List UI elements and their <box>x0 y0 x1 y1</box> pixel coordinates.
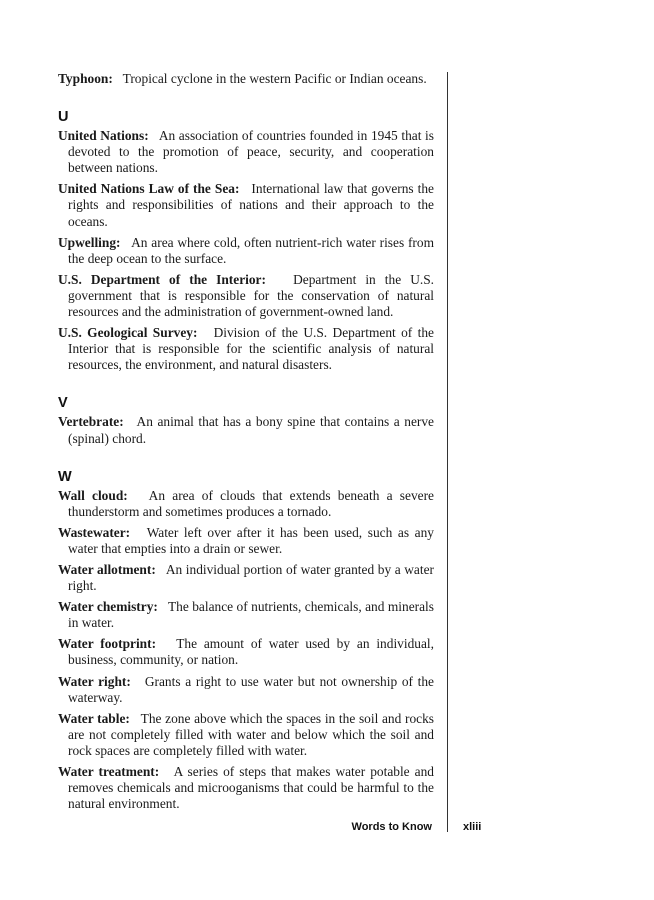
entry-term: Upwelling: <box>58 234 121 250</box>
entry-definition: International law that governs the rights and responsibilities of nations and their approach to the oceans. <box>68 181 434 229</box>
entry-term: U.S. Geological Survey: <box>58 325 198 341</box>
footer-section-label: Words to Know <box>351 821 432 833</box>
section-letter-heading: U <box>58 109 69 126</box>
page-number: xliii <box>463 821 482 833</box>
entry-definition: An association of countries founded in 1945 that is devoted to the promotion of peace, security, and cooperation between nations. <box>68 128 434 176</box>
entry-term: Water chemistry: <box>58 599 158 615</box>
glossary-entry <box>58 599 434 631</box>
glossary-entry <box>58 272 434 320</box>
entry-definition: An area where cold, often nutrient-rich water rises from the deep ocean to the surface. <box>68 234 434 266</box>
entry-term: United Nations: <box>58 128 149 144</box>
entry-definition: An animal that has a bony spine that contains a nerve (spinal) chord. <box>68 414 434 446</box>
glossary-sections <box>58 109 434 812</box>
entry-term: United Nations Law of the Sea: <box>58 181 240 197</box>
glossary-entry <box>58 711 434 759</box>
entry-definition: The zone above which the spaces in the soil and rocks are not completely filled with water and below which the soil and rock spaces are completely filled with water. <box>68 710 434 758</box>
glossary-entry <box>58 181 434 229</box>
entry-definition: An area of clouds that extends beneath a severe thunderstorm and sometimes produces a tornado. <box>68 487 434 519</box>
glossary-content <box>58 71 434 817</box>
section-letter-heading: W <box>58 468 72 485</box>
entry-definition: Tropical cyclone in the western Pacific or Indian oceans. <box>122 71 427 86</box>
glossary-entry <box>58 414 434 446</box>
entry-definition: Grants a right to use water but not ownership of the waterway. <box>68 673 434 705</box>
entry-term: U.S. Department of the Interior: <box>58 271 266 287</box>
section-letter-heading: V <box>58 395 68 412</box>
entry-term: Water treatment: <box>58 764 160 779</box>
entry-definition: The balance of nutrients, chemicals, and minerals in water. <box>68 599 434 631</box>
glossary-entry <box>58 764 434 812</box>
glossary-entry-typhoon <box>58 71 434 87</box>
entry-term: Typhoon: <box>58 71 113 86</box>
entry-term: Vertebrate: <box>58 414 124 430</box>
glossary-entry <box>58 325 434 373</box>
glossary-entry <box>58 636 434 668</box>
glossary-entry <box>58 488 434 520</box>
glossary-entry <box>58 674 434 706</box>
entry-term: Water table: <box>58 710 130 726</box>
entry-term: Water footprint: <box>58 636 157 652</box>
entry-definition: Division of the U.S. Department of the Interior that is responsible for the scientific analysis of natural resources, the environment, and natural disasters. <box>68 325 435 373</box>
entry-definition: Water left over after it has been used, such as any water that empties into a drain or sewer. <box>68 524 434 556</box>
glossary-entry <box>58 525 434 557</box>
entry-term: Water allotment: <box>58 561 156 577</box>
glossary-entry <box>58 235 434 267</box>
glossary-entry <box>58 128 434 176</box>
entry-term: Wastewater: <box>58 524 131 540</box>
entry-definition: An individual portion of water granted by a water right. <box>68 561 434 594</box>
entry-term: Water right: <box>58 673 131 689</box>
entry-definition: A series of steps that makes water potable and removes chemicals and microoganisms that could be harmful to the natural environment. <box>68 764 434 812</box>
entry-term: Wall cloud: <box>58 487 128 503</box>
entry-definition: Department in the U.S. government that is responsible for the conservation of natural resources and the administration of government-owned land. <box>68 271 435 320</box>
entry-definition: The amount of water used by an individual, business, community, or nation. <box>68 636 434 668</box>
glossary-entry <box>58 562 434 594</box>
vertical-divider <box>447 72 448 832</box>
